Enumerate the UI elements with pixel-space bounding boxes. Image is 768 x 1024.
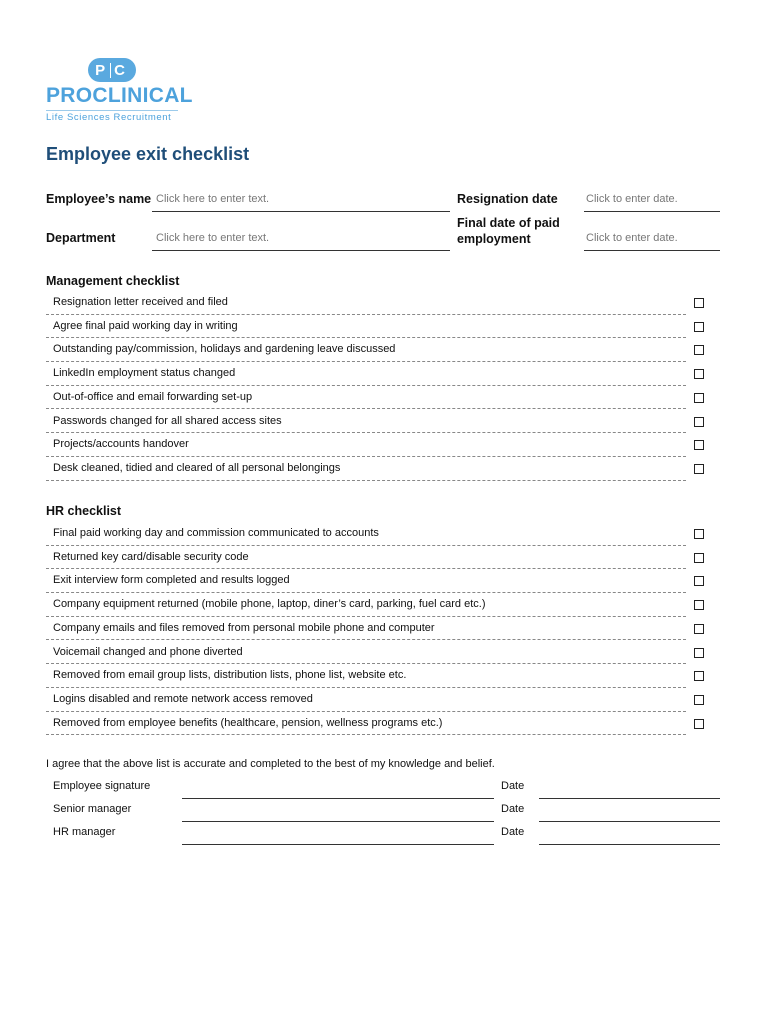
checkbox[interactable] (694, 464, 704, 474)
signature-label: Employee signature (53, 780, 151, 792)
checkbox[interactable] (694, 624, 704, 634)
final-date-label: Final date of paid employment (457, 216, 560, 246)
checklist-item-label: Voicemail changed and phone diverted (53, 645, 243, 658)
hr-checklist-row (46, 712, 686, 736)
management-checklist-row (46, 457, 686, 481)
hr-heading: HR checklist (46, 504, 122, 518)
checkbox[interactable] (694, 529, 704, 539)
signature-line[interactable] (182, 844, 494, 845)
signature-line[interactable] (182, 821, 494, 822)
checkbox[interactable] (694, 671, 704, 681)
management-checklist-row (46, 362, 686, 386)
date-label: Date (501, 803, 525, 815)
resignation-date-field[interactable]: Click to enter date. (586, 193, 678, 205)
checkbox[interactable] (694, 369, 704, 379)
management-checklist-row (46, 315, 686, 339)
checklist-item-label: Desk cleaned, tidied and cleared of all personal belongings (53, 461, 341, 474)
management-heading: Management checklist (46, 274, 180, 288)
hr-checklist-row (46, 546, 686, 570)
resignation-date-underline (584, 211, 720, 212)
logo-badge-divider (110, 63, 111, 78)
signature-label: Senior manager (53, 803, 132, 815)
checklist-item-label: Passwords changed for all shared access sites (53, 414, 282, 427)
hr-checklist-row (46, 617, 686, 641)
checklist-item-label: Removed from email group lists, distribution lists, phone list, website etc. (53, 669, 407, 682)
checklist-item-label: Outstanding pay/commission, holidays and gardening leave discussed (53, 343, 396, 356)
management-checklist-row (46, 433, 686, 457)
date-line[interactable] (539, 844, 720, 845)
agreement-text: I agree that the above list is accurate and completed to the best of my knowledge and belief. (46, 758, 495, 770)
checklist-item-label: Exit interview form completed and results logged (53, 574, 290, 587)
final-date-underline (584, 250, 720, 251)
row-divider (46, 734, 686, 735)
checklist-item-label: Resignation letter received and filed (53, 296, 228, 308)
management-checklist-row (46, 386, 686, 410)
logo-badge-right: C (114, 61, 129, 79)
checkbox[interactable] (694, 553, 704, 563)
checkbox[interactable] (694, 695, 704, 705)
checkbox[interactable] (694, 298, 704, 308)
hr-checklist-row (46, 641, 686, 665)
row-divider (46, 480, 686, 481)
checklist-item-label: Out-of-office and email forwarding set-up (53, 390, 253, 403)
checkbox[interactable] (694, 417, 704, 427)
date-label: Date (501, 826, 525, 838)
checkbox[interactable] (694, 600, 704, 610)
checkbox[interactable] (694, 719, 704, 729)
logo-rule (46, 110, 178, 111)
hr-checklist-row (46, 664, 686, 688)
date-label: Date (501, 780, 525, 792)
final-date-field[interactable]: Click to enter date. (586, 232, 678, 244)
checklist-item-label: Logins disabled and remote network access removed (53, 692, 313, 705)
logo-tagline: Life Sciences Recruitment (46, 112, 172, 123)
checkbox[interactable] (694, 322, 704, 332)
checklist-item-label: Company emails and files removed from personal mobile phone and computer (53, 621, 435, 634)
department-label: Department (46, 231, 116, 245)
department-underline (152, 250, 450, 251)
checklist-item-label: Returned key card/disable security code (53, 550, 249, 563)
management-checklist-row (46, 410, 686, 434)
hr-checklist-row (46, 688, 686, 712)
date-line[interactable] (539, 798, 720, 799)
management-checklist-row (46, 338, 686, 362)
checklist-item-label: Agree final paid working day in writing (53, 319, 238, 332)
checkbox[interactable] (694, 648, 704, 658)
checklist-item-label: Projects/accounts handover (53, 438, 189, 451)
hr-checklist-row (46, 522, 686, 546)
checkbox[interactable] (694, 576, 704, 586)
department-field[interactable]: Click here to enter text. (156, 232, 270, 244)
logo-badge-left: P (95, 61, 110, 79)
resignation-date-label: Resignation date (457, 192, 558, 206)
signature-label: HR manager (53, 826, 116, 838)
logo-badge (88, 58, 136, 82)
checklist-item-label: Company equipment returned (mobile phone, laptop, diner’s card, parking, fuel card etc.) (53, 598, 486, 611)
checkbox[interactable] (694, 345, 704, 355)
management-checklist-row (46, 291, 686, 315)
employee-name-underline (152, 211, 450, 212)
page-title: Employee exit checklist (46, 144, 250, 164)
date-line[interactable] (539, 821, 720, 822)
checklist-item-label: Removed from employee benefits (healthcare, pension, wellness programs etc.) (53, 716, 443, 729)
employee-name-label: Employee’s name (46, 192, 152, 206)
employee-name-field[interactable]: Click here to enter text. (156, 193, 270, 205)
logo-wordmark: PROCLINICAL (46, 84, 193, 107)
signature-line[interactable] (182, 798, 494, 799)
checklist-item-label: LinkedIn employment status changed (53, 367, 236, 380)
hr-checklist-row (46, 593, 686, 617)
checkbox[interactable] (694, 393, 704, 403)
checklist-item-label: Final paid working day and commission communicated to accounts (53, 527, 379, 539)
hr-checklist-row (46, 569, 686, 593)
checkbox[interactable] (694, 440, 704, 450)
